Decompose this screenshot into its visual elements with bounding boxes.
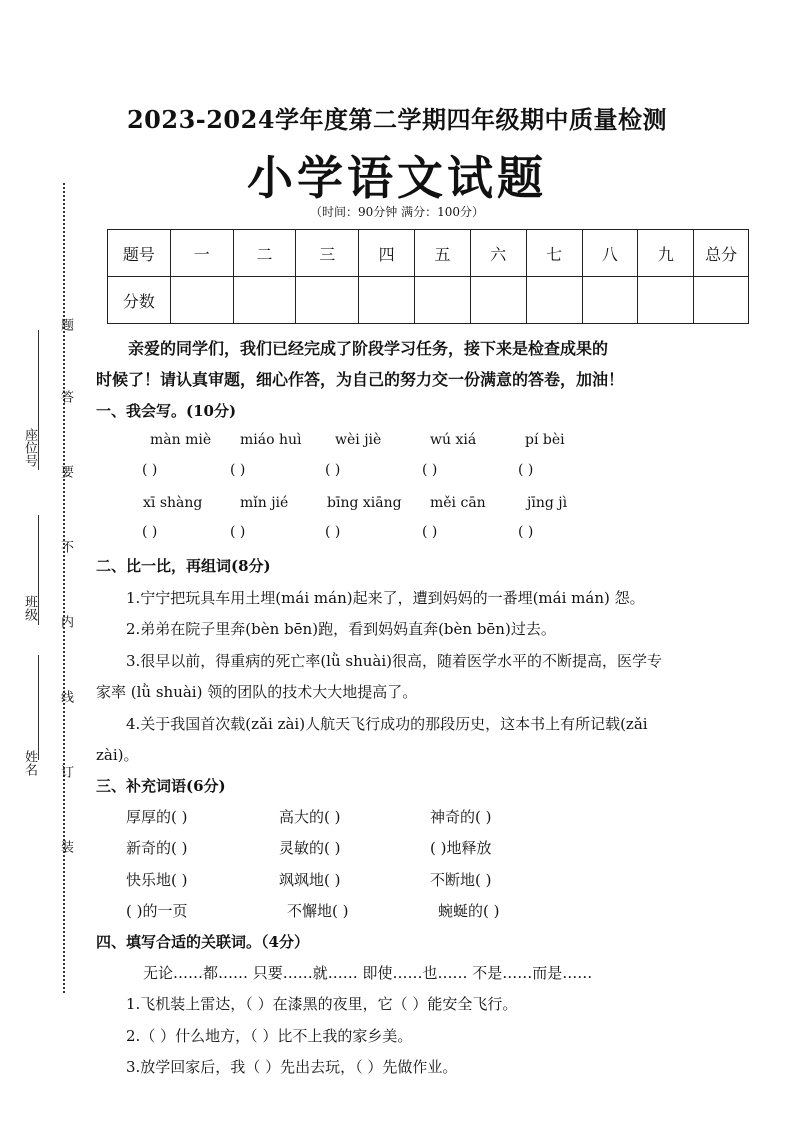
section-4-title: 四、填写合适的关联词。（4分） [96, 933, 309, 951]
score-table-header-row [108, 230, 749, 277]
margin-seat-label: 座位号 [22, 428, 37, 467]
pinyin: wèi jiè [335, 432, 382, 448]
pinyin: pí bèi [525, 432, 565, 448]
answer-blank[interactable]: ( ) [325, 524, 341, 540]
pinyin: miáo huì [240, 432, 302, 448]
name-underline [38, 655, 39, 760]
pinyin: bīng xiāng [327, 495, 402, 511]
question-2-3b: 家率 (lǜ shuài) 领的团队的技术大大地提高了。 [96, 683, 418, 701]
word-fill[interactable]: 不懈地( ) [287, 902, 349, 920]
margin-char: 不 [58, 540, 73, 553]
section-3-title: 三、补充词语(6分) [96, 777, 226, 795]
score-cell: 总分 [694, 230, 749, 277]
score-cell: 三 [296, 230, 359, 277]
word-fill[interactable]: 新奇的( ) [126, 839, 188, 857]
score-input-cell[interactable] [638, 277, 694, 324]
margin-char: 题 [58, 318, 73, 331]
score-input-cell[interactable] [582, 277, 638, 324]
score-table [107, 229, 749, 324]
pinyin: xī shàng [143, 495, 203, 511]
score-input-cell[interactable] [233, 277, 296, 324]
score-input-cell[interactable] [296, 277, 359, 324]
score-input-cell[interactable] [359, 277, 415, 324]
word-fill[interactable]: 不断地( ) [430, 871, 492, 889]
pinyin: wú xiá [430, 432, 477, 448]
answer-blank[interactable]: ( ) [422, 462, 438, 478]
score-cell: 题号 [108, 230, 171, 277]
question-2-3a: 3.很早以前，得重病的死亡率(lǜ shuài)很高，随着医学水平的不断提高，医学专 [126, 652, 663, 670]
question-2-1: 1.宁宁把玩具车用土埋(mái mán)起来了，遭到妈妈的一番埋(mái mán) 怨。 [126, 589, 645, 607]
exam-time-info: （时间：90分钟 满分：100分） [310, 205, 484, 219]
pinyin: mǐn jié [240, 495, 289, 511]
margin-char: 答 [58, 390, 73, 403]
word-fill[interactable]: 高大的( ) [279, 808, 341, 826]
score-cell: 九 [638, 230, 694, 277]
margin-char: 装 [58, 840, 73, 853]
section-2-title: 二、比一比，再组词(8分) [96, 557, 271, 575]
word-fill[interactable]: 灵敏的( ) [279, 839, 341, 857]
score-cell: 四 [359, 230, 415, 277]
score-input-cell[interactable] [170, 277, 233, 324]
margin-char: 订 [58, 765, 73, 778]
seat-underline [38, 330, 39, 470]
score-input-cell[interactable] [694, 277, 749, 324]
answer-blank[interactable]: ( ) [422, 524, 438, 540]
question-4-1[interactable]: 1.飞机装上雷达，（ ）在漆黑的夜里，它（ ）能安全飞行。 [126, 995, 518, 1013]
margin-char: 要 [58, 465, 73, 478]
answer-blank[interactable]: ( ) [518, 524, 534, 540]
section-1-title: 一、我会写。(10分) [96, 402, 237, 420]
word-fill[interactable]: ( )的一页 [126, 902, 188, 920]
word-fill[interactable]: 蜿蜒的( ) [438, 902, 500, 920]
pinyin: jīng jì [527, 495, 568, 511]
answer-blank[interactable]: ( ) [230, 462, 246, 478]
question-4-2[interactable]: 2.（ ）什么地方，（ ）比不上我的家乡美。 [126, 1027, 413, 1045]
score-cell: 二 [233, 230, 296, 277]
margin-class-label: 班级 [22, 595, 37, 621]
score-label-cell: 分数 [108, 277, 171, 324]
margin-char: 线 [58, 690, 73, 703]
answer-blank[interactable]: ( ) [518, 462, 534, 478]
conjunction-options: 无论……都…… 只要……就…… 即使……也…… 不是……而是…… [143, 964, 593, 982]
score-cell: 一 [170, 230, 233, 277]
score-cell: 六 [470, 230, 526, 277]
class-underline [38, 515, 39, 625]
score-input-cell[interactable] [526, 277, 582, 324]
word-fill[interactable]: 快乐地( ) [126, 871, 188, 889]
pinyin: měi cān [430, 495, 486, 511]
answer-blank[interactable]: ( ) [142, 524, 158, 540]
intro-line-1: 亲爱的同学们，我们已经完成了阶段学习任务，接下来是检查成果的 [128, 339, 609, 358]
word-fill[interactable]: 厚厚的( ) [126, 808, 188, 826]
answer-blank[interactable]: ( ) [230, 524, 246, 540]
exam-header-title: 2023-2024学年度第二学期四年级期中质量检测 [126, 105, 668, 134]
intro-line-2: 时候了！请认真审题，细心作答，为自己的努力交一份满意的答卷，加油！ [96, 370, 625, 389]
word-fill[interactable]: ( )地释放 [430, 839, 492, 857]
score-input-cell[interactable] [415, 277, 471, 324]
score-cell: 五 [415, 230, 471, 277]
score-table-score-row [108, 277, 749, 324]
pinyin: màn miè [150, 432, 212, 448]
word-fill[interactable]: 飒飒地( ) [279, 871, 341, 889]
question-2-4b: zài)。 [96, 746, 139, 764]
question-4-3[interactable]: 3.放学回家后，我（ ）先出去玩，（ ）先做作业。 [126, 1058, 458, 1076]
score-input-cell[interactable] [470, 277, 526, 324]
margin-char: 内 [58, 615, 73, 628]
answer-blank[interactable]: ( ) [142, 462, 158, 478]
exam-main-title: 小学语文试题 [247, 151, 547, 205]
binding-dotted-line [63, 183, 65, 993]
answer-blank[interactable]: ( ) [325, 462, 341, 478]
score-cell: 八 [582, 230, 638, 277]
question-2-4a: 4.关于我国首次载(zǎi zài)人航天飞行成功的那段历史，这本书上有所记载(zǎi [126, 715, 648, 733]
question-2-2: 2.弟弟在院子里奔(bèn bēn)跑，看到妈妈直奔(bèn bēn)过去。 [126, 620, 556, 638]
margin-name-label: 姓名 [22, 750, 37, 776]
score-cell: 七 [526, 230, 582, 277]
word-fill[interactable]: 神奇的( ) [430, 808, 492, 826]
